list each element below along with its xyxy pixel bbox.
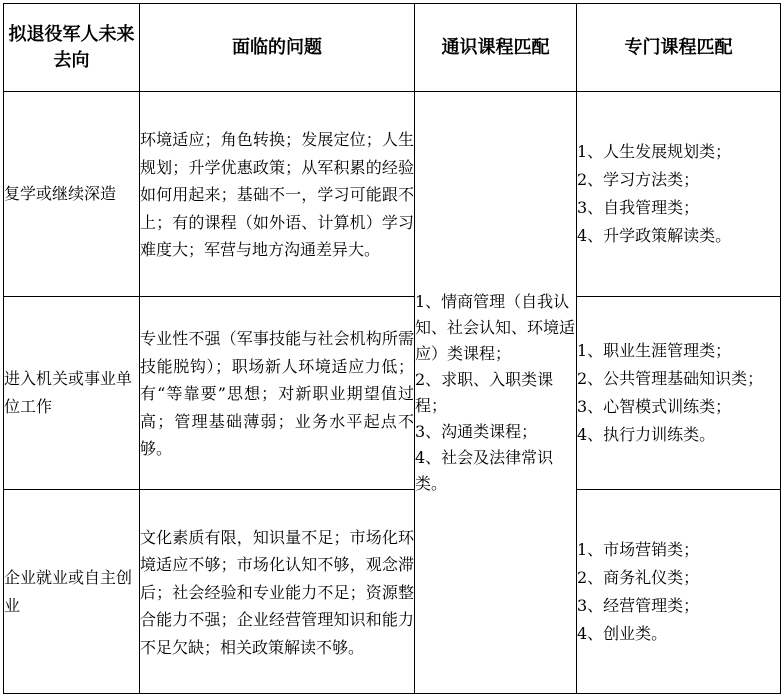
general-courses-cell bbox=[415, 92, 577, 694]
course-matching-table bbox=[3, 3, 781, 694]
special-courses-list bbox=[577, 337, 780, 449]
list-item: 2、商务礼仪类； bbox=[577, 567, 700, 587]
header-general-courses: 通识课程匹配 bbox=[415, 4, 577, 92]
list-item: 3、沟通类课程； bbox=[415, 421, 538, 441]
problems-text: 专业性不强（军事技能与社会机构所需技能脱钩）；职场新人环境适应力低；有“等靠要”思想；对新职业期望值过高；管理基础薄弱；业务水平起点不够。 bbox=[140, 329, 414, 459]
list-item: 1、职业生涯管理类； bbox=[577, 341, 732, 360]
table-row bbox=[4, 92, 781, 297]
special-courses-list bbox=[577, 536, 780, 648]
destination-cell bbox=[4, 297, 140, 490]
problems-cell bbox=[140, 297, 415, 490]
problems-text: 环境适应；角色转换；发展定位；人生规划；升学优惠政策；从军积累的经验如何用起来；基础不一，学习可能跟不上；有的课程（如外语、计算机）学习难度大；军营与地方沟通差异大。 bbox=[140, 130, 414, 260]
list-item: 4、创业类。 bbox=[577, 623, 668, 643]
list-item: 2、学习方法类； bbox=[577, 170, 700, 189]
destination-text: 进入机关或事业单位工作 bbox=[4, 369, 133, 416]
list-item: 3、经营管理类； bbox=[577, 595, 700, 615]
list-item: 1、人生发展规划类； bbox=[577, 142, 732, 161]
header-row bbox=[4, 4, 781, 92]
list-item: 4、升学政策解读类。 bbox=[577, 226, 732, 245]
header-special-courses: 专门课程匹配 bbox=[577, 4, 781, 92]
special-courses-cell bbox=[577, 490, 781, 694]
table-row bbox=[4, 297, 781, 490]
list-item: 1、情商管理（自我认知、社会认知、环境适应）类课程； bbox=[415, 291, 576, 363]
special-courses-cell bbox=[577, 92, 781, 297]
table-row bbox=[4, 490, 781, 694]
destination-cell bbox=[4, 490, 140, 694]
list-item: 3、自我管理类； bbox=[577, 198, 700, 217]
general-courses-list bbox=[415, 289, 576, 497]
header-problems: 面临的问题 bbox=[140, 4, 415, 92]
list-item: 3、心智模式训练类； bbox=[577, 397, 732, 416]
list-item: 4、社会及法律常识类。 bbox=[415, 447, 554, 493]
special-courses-cell bbox=[577, 297, 781, 490]
destination-text: 企业就业或自主创业 bbox=[4, 567, 133, 615]
destination-cell bbox=[4, 92, 140, 297]
special-courses-list bbox=[577, 138, 780, 250]
list-item: 1、市场营销类； bbox=[577, 539, 700, 559]
destination-text: 复学或继续深造 bbox=[4, 184, 117, 203]
problems-cell bbox=[140, 92, 415, 297]
problems-cell bbox=[140, 490, 415, 694]
list-item: 2、公共管理基础知识类； bbox=[577, 369, 764, 388]
list-item: 4、执行力训练类。 bbox=[577, 425, 716, 444]
header-destination: 拟退役军人未来去向 bbox=[4, 4, 140, 92]
list-item: 2、求职、入职类课程； bbox=[415, 369, 554, 415]
problems-text: 文化素质有限，知识量不足；市场化环境适应不够；市场化认知不够，观念滞后；社会经验和专业能力不足；资源整合能力不强；企业经营管理知识和能力不足欠缺；相关政策解读不够。 bbox=[140, 527, 414, 657]
